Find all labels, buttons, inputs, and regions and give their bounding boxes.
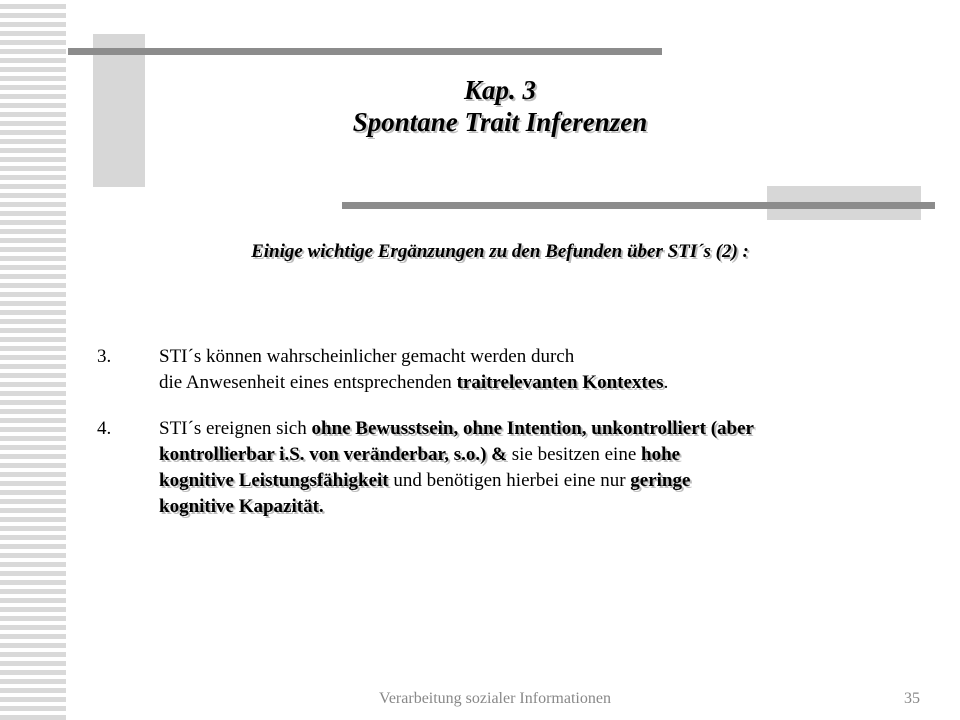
point-text xyxy=(159,416,927,520)
title-line-1: Kap. 3 xyxy=(463,75,536,105)
text: STI´s können wahrscheinlicher gemacht werden durch xyxy=(159,346,575,367)
bold-text: kontrollierbar i.S. von veränderbar, s.o.) & xyxy=(159,444,507,465)
numbered-points xyxy=(97,344,927,540)
page-number: 35 xyxy=(904,690,920,707)
bold-text: hohe xyxy=(641,444,681,465)
slide-subtitle: Einige wichtige Ergänzungen zu den Befunden über STI´s (2) : xyxy=(251,241,749,262)
decor-line-top xyxy=(68,48,662,55)
bold-text: traitrelevanten Kontextes xyxy=(456,372,664,393)
point-3 xyxy=(97,344,927,396)
slide-title xyxy=(150,74,850,138)
point-line xyxy=(159,494,927,520)
text: und benötigen hierbei eine nur xyxy=(388,470,631,491)
text: die Anwesenheit eines entsprechenden xyxy=(159,372,457,393)
text: sie besitzen eine xyxy=(507,444,642,465)
point-number: 3. xyxy=(97,346,112,367)
left-striped-margin xyxy=(0,0,70,720)
bold-text: kognitive Leistungsfähigkeit xyxy=(159,470,389,491)
point-line xyxy=(159,416,927,442)
bold-text: ohne Bewusstsein, ohne Intention, unkontrolliert (aber xyxy=(311,418,754,439)
point-4 xyxy=(97,416,927,520)
point-line xyxy=(159,468,927,494)
point-number: 4. xyxy=(97,418,112,439)
text: . xyxy=(663,372,669,393)
decor-line-middle xyxy=(342,202,935,209)
point-text xyxy=(159,344,927,396)
bold-text: kognitive Kapazität. xyxy=(159,496,324,517)
point-line xyxy=(159,344,927,370)
decor-block-top-left xyxy=(93,34,145,187)
point-line xyxy=(159,442,927,468)
bold-text: geringe xyxy=(630,470,691,491)
text: STI´s ereignen sich xyxy=(159,418,312,439)
point-line xyxy=(159,370,927,396)
title-line-2: Spontane Trait Inferenzen xyxy=(352,107,648,137)
footer-title: Verarbeitung sozialer Informationen xyxy=(379,690,611,707)
